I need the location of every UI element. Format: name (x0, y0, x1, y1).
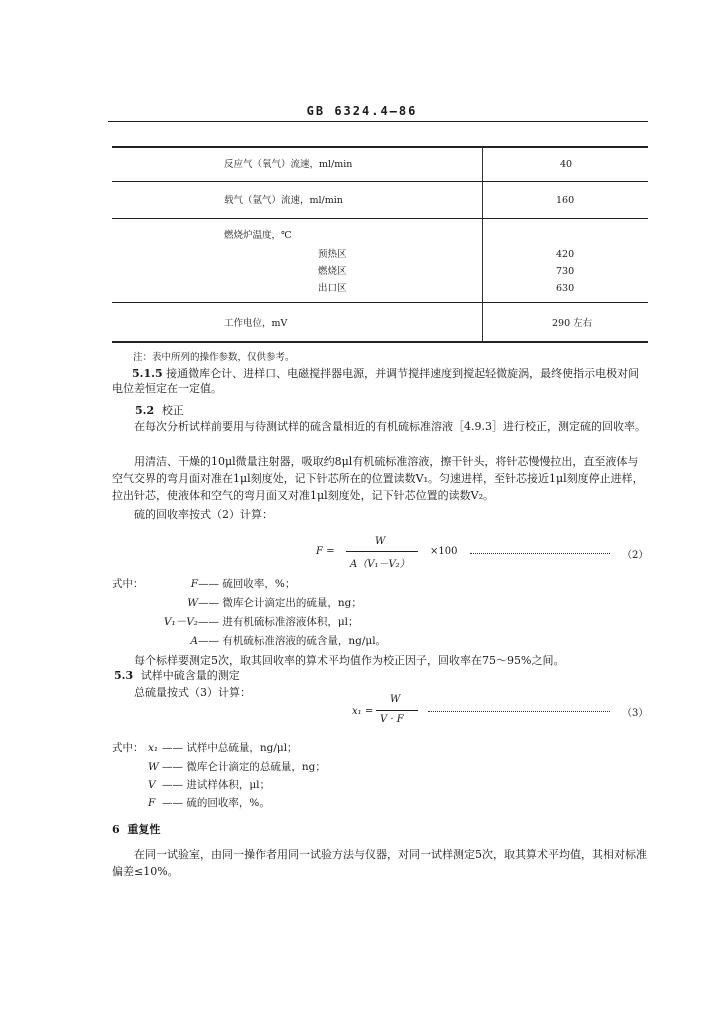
definition-item (148, 760, 326, 775)
def-dash: —— (162, 761, 183, 773)
section-5-1-5 (112, 366, 648, 396)
def-dash: —— (162, 797, 183, 809)
section-title: 校正 (161, 404, 184, 417)
def-desc: 硫回收率，%； (222, 578, 296, 590)
def-dash: —— (198, 597, 219, 609)
table-row-value: 40 (560, 159, 573, 170)
def-dash: —— (162, 742, 183, 754)
definition-item (148, 741, 298, 756)
formula-numerator: W (390, 694, 401, 705)
table-row-param: 燃烧炉温度，℃ (224, 230, 292, 241)
section-number: 5.3 (114, 669, 134, 682)
def-symbol: F (190, 578, 198, 590)
table-row-param: 工作电位，mV (224, 318, 288, 329)
formula-numerator: W (375, 536, 386, 547)
equation-number: （3） (622, 708, 649, 719)
def-desc: 微库仑计滴定出的硫量，ng； (222, 597, 362, 609)
def-symbol: x₁ (148, 742, 159, 754)
table-row-sub: 燃烧区 (318, 266, 347, 277)
def-symbol: V₁－V₂ (163, 616, 198, 628)
formula-denominator: A（V₁－V₂） (350, 559, 410, 570)
formula-lhs: x₁ = (352, 706, 374, 717)
def-dash: —— (162, 779, 183, 791)
table-row-rule (112, 218, 648, 219)
table-bottom-rule (112, 341, 648, 343)
def-symbol: F (148, 797, 156, 809)
def-desc: 进试样体积，μl； (186, 779, 271, 791)
definition-item (158, 634, 386, 649)
definitions-intro: 式中： (112, 578, 144, 590)
definition-item (148, 778, 270, 793)
def-symbol: W (148, 761, 159, 773)
leader-dots (428, 711, 610, 713)
leader-dots (470, 553, 610, 555)
section-heading-5-2 (135, 403, 184, 418)
table-top-rule (112, 146, 648, 148)
formula-denominator: V · F (380, 714, 404, 725)
paragraph: 硫的回收率按式（2）计算： (134, 508, 273, 521)
def-symbol: A (190, 635, 198, 647)
section-heading-5-3 (114, 668, 240, 683)
def-desc: 进有机硫标准溶液体积，μl； (222, 616, 359, 628)
fraction-bar (346, 551, 418, 552)
def-symbol: V (148, 779, 156, 791)
formula-multiplier: ×100 (430, 546, 458, 557)
table-row-param: 载气（氩气）流速，ml/min (224, 195, 343, 206)
section-title: 试样中硫含量的测定 (140, 669, 240, 682)
equation-number: （2） (622, 550, 649, 561)
page-header: GB 6324.4—86 (306, 104, 418, 118)
definition-item (158, 596, 362, 611)
table-row-sub: 出口区 (318, 283, 347, 294)
section-number: 6 (112, 823, 120, 836)
definition-item (118, 615, 359, 630)
def-desc: 试样中总硫量，ng/μl； (186, 742, 298, 754)
table-row-value: 290 左右 (552, 318, 593, 329)
section-number: 5.1.5 (132, 367, 163, 380)
paragraph: 每个标样要测定5次，取其回收率的算术平均值作为校正因子，回收率在75～95%之间。 (134, 654, 565, 667)
table-row-sub: 预热区 (318, 249, 347, 260)
table-row-value: 420 (556, 249, 575, 260)
section-title: 重复性 (127, 823, 161, 836)
def-desc: 硫的回收率，%。 (186, 797, 270, 809)
paragraph: 用清洁、干燥的10μl微量注射器，吸取约8μl有机硫标准溶液，擦干针头，将针芯慢慢拉出，直至液体与空气交界的弯月面对准在1μl刻度处，记下针芯所在的位置读数V₁。匀速进样，至针芯接近1μl刻度停止进样，拉出针芯，使液体和空气的弯月面又对准1μl刻度处，记下针芯位置的读数V₂。 (112, 455, 644, 502)
table-row-param: 反应气（氧气）流速，ml/min (224, 159, 353, 170)
section-number: 5.2 (135, 404, 155, 417)
definition-item (158, 577, 295, 592)
fraction-bar (376, 710, 418, 711)
def-desc: 有机硫标准溶液的硫含量，ng/μl。 (222, 635, 387, 647)
table-row-rule (112, 302, 648, 303)
def-dash: —— (198, 635, 219, 647)
table-row-value: 730 (556, 266, 575, 277)
formula-lhs: F = (316, 546, 335, 557)
header-rule (108, 121, 648, 122)
def-desc: 微库仑计滴定的总硫量，ng； (186, 761, 326, 773)
table-note: 注：表中所列的操作参数，仅供参考。 (133, 352, 295, 363)
def-dash: —— (198, 578, 219, 590)
paragraph: 在同一试验室，由同一操作者用同一试验方法与仪器，对同一试样测定5次，取其算术平均值，其相对标准偏差≤10%。 (112, 848, 647, 878)
paragraph: 在每次分析试样前要用与待测试样的硫含量相近的有机硫标准溶液［4.9.3］进行校正，测定硫的回收率。 (134, 420, 646, 433)
table-row-rule (112, 181, 648, 182)
def-symbol: W (187, 597, 198, 609)
def-dash: —— (198, 616, 219, 628)
paragraph: 总硫量按式（3）计算： (134, 686, 251, 699)
table-row-value: 630 (556, 283, 575, 294)
table-col-divider (482, 146, 483, 343)
paragraph-text: 接通微库仑计、进样口、电磁搅拌器电源，并调节搅拌速度到搅起轻微旋涡，最终使指示电极对间电位差恒定在一定值。 (112, 367, 640, 395)
definition-item (148, 796, 270, 811)
table-row-value: 160 (556, 195, 575, 206)
definitions-intro: 式中： (112, 742, 144, 754)
section-heading-6 (112, 822, 160, 837)
